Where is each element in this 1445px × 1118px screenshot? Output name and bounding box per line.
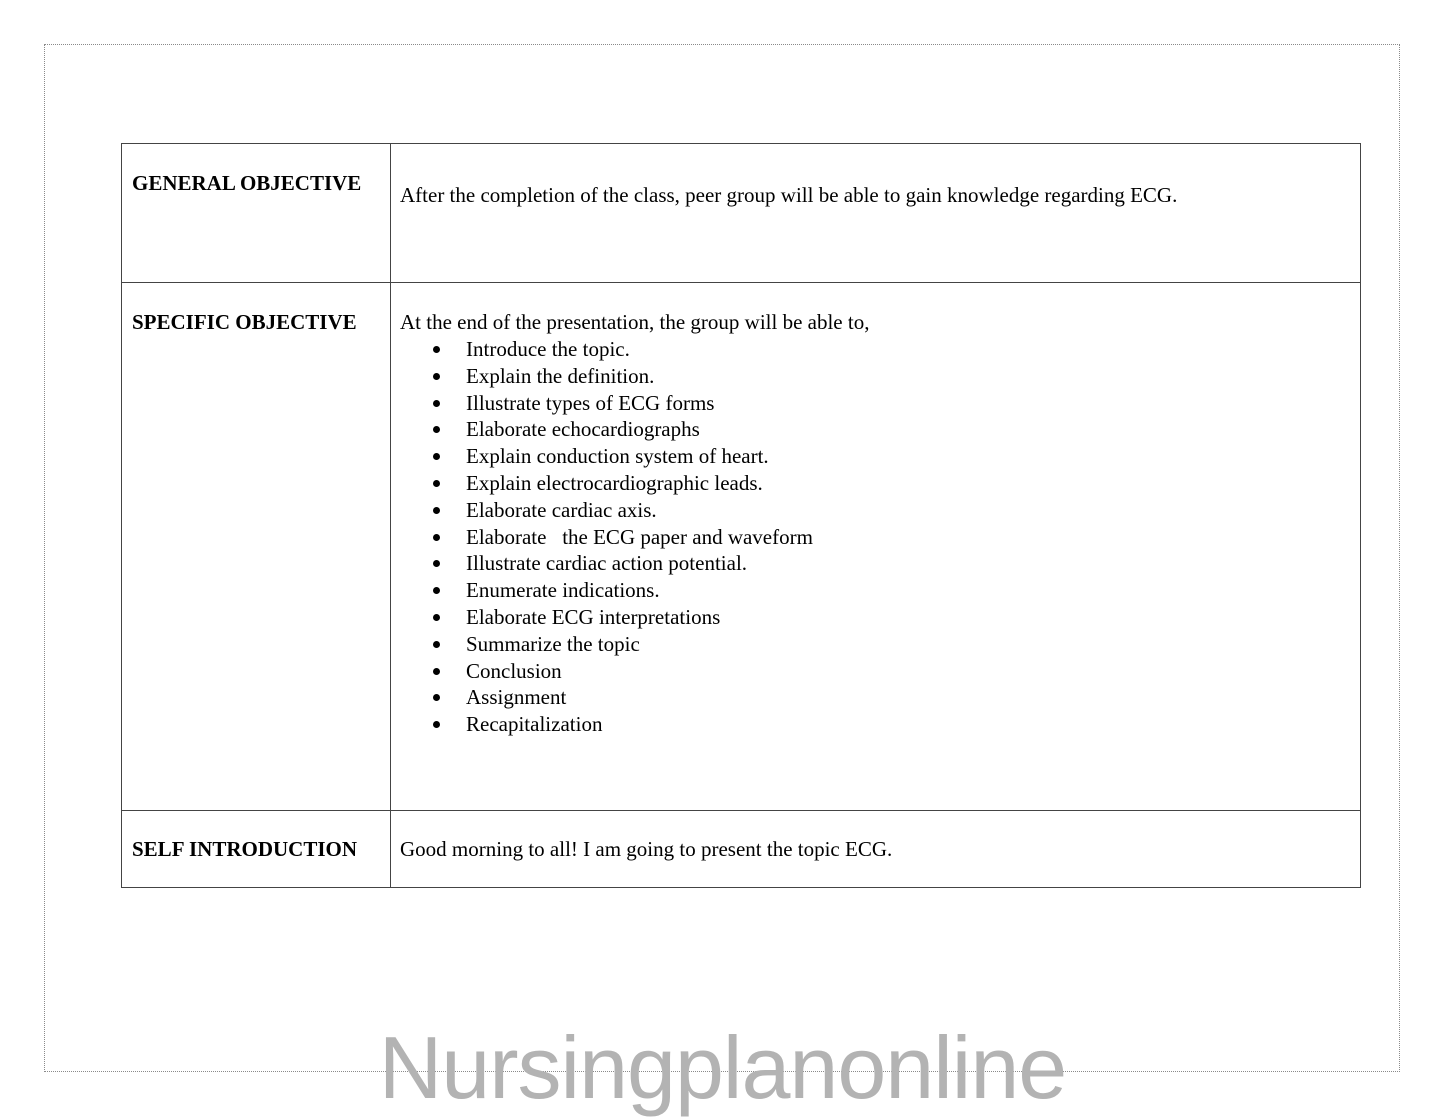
general-objective-text: After the completion of the class, peer group will be able to gain knowledge regarding ECG. [400,183,1178,207]
list-item-text: Elaborate echocardiographs [466,417,700,442]
list-item [400,684,1360,711]
list-item [400,604,1360,631]
list-item-text: Explain the definition. [466,363,655,388]
bullet-icon [433,614,440,621]
list-item-text: Explain electrocardiographic leads. [466,470,763,495]
bullet-icon [433,668,440,675]
bullet-icon [433,641,440,648]
lesson-plan-table [121,143,1361,888]
list-item [400,443,1360,470]
bullet-icon [433,534,440,541]
bullet-icon [433,694,440,701]
list-item-text: Illustrate types of ECG forms [466,390,715,415]
content-cell [391,283,1361,811]
table-row-specific-objective [122,283,1361,811]
list-item [400,631,1360,658]
list-item [400,711,1360,738]
list-item [400,336,1360,363]
list-item [400,658,1360,685]
self-introduction-text: Good morning to all! I am going to present the topic ECG. [400,837,893,861]
label-cell [122,283,391,811]
objectives-list [400,336,1360,738]
bullet-icon [433,587,440,594]
general-objective-label: GENERAL OBJECTIVE [132,171,362,195]
label-cell [122,144,391,283]
list-item [400,524,1360,551]
list-item [400,416,1360,443]
list-item-text: Recapitalization [466,712,603,737]
list-item [400,550,1360,577]
list-item-text: Explain conduction system of heart. [466,444,769,469]
table-row-self-introduction [122,811,1361,888]
table-row-general-objective [122,144,1361,283]
list-item [400,497,1360,524]
watermark: Nursingplanonline [378,1018,1067,1117]
bullet-icon [433,721,440,728]
content-cell [391,144,1361,283]
list-item-text: Conclusion [466,658,562,683]
label-cell [122,811,391,888]
content-cell [391,811,1361,888]
bullet-icon [433,480,440,487]
list-item-text: Elaborate the ECG paper and waveform [466,524,813,549]
bullet-icon [433,507,440,514]
list-item-text: Introduce the topic. [466,337,630,361]
bullet-icon [433,560,440,567]
specific-objective-content [391,283,1360,738]
list-item-text: Assignment [466,685,567,710]
bullet-icon [433,346,440,353]
bullet-icon [433,426,440,433]
specific-objective-label: SPECIFIC OBJECTIVE [132,310,357,334]
bullet-icon [433,373,440,380]
specific-objective-intro: At the end of the presentation, the group will be able to, [400,310,870,334]
bullet-icon [433,453,440,460]
list-item [400,390,1360,417]
list-item-text: Elaborate ECG interpretations [466,604,721,629]
list-item-text: Illustrate cardiac action potential. [466,551,748,576]
list-item-text: Summarize the topic [466,631,640,656]
list-item-text: Enumerate indications. [466,578,660,603]
list-item-text: Elaborate cardiac axis. [466,497,657,522]
bullet-icon [433,400,440,407]
list-item [400,363,1360,390]
list-item [400,470,1360,497]
list-item [400,577,1360,604]
self-introduction-label: SELF INTRODUCTION [132,837,358,861]
